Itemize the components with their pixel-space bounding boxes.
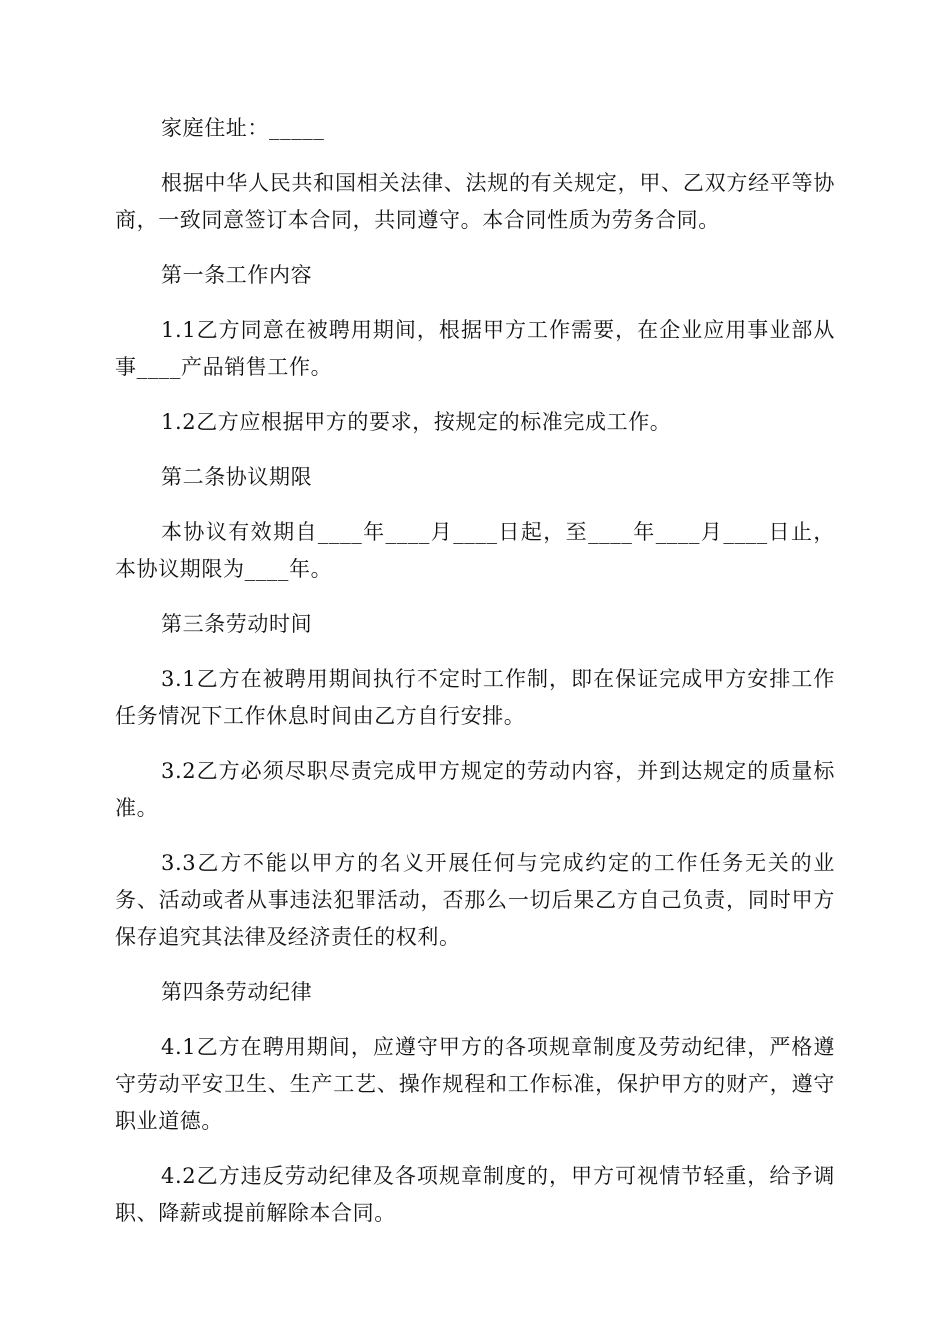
clause-3-3: 3.3乙方不能以甲方的名义开展任何与完成约定的工作任务无关的业务、活动或者从事违法犯罪活动，否那么一切后果乙方自己负责，同时甲方保存追究其法律及经济责任的权利。 xyxy=(115,851,835,949)
address-line: 家庭住址：_____ xyxy=(161,116,325,140)
article-3-heading: 第三条劳动时间 xyxy=(161,612,313,636)
clause-3-1: 3.1乙方在被聘用期间执行不定时工作制，即在保证完成甲方安排工作任务情况下工作休息时间由乙方自行安排。 xyxy=(115,667,835,728)
clause-3-2: 3.2乙方必须尽职尽责完成甲方规定的劳动内容，并到达规定的质量标准。 xyxy=(115,759,835,820)
clause-1-1: 1.1乙方同意在被聘用期间，根据甲方工作需要，在企业应用事业部从事____产品销售工作。 xyxy=(115,318,835,379)
agreement-term-paragraph: 本协议有效期自____年____月____日起，至____年____月____日止，本协议期限为____年。 xyxy=(115,520,835,581)
preamble-paragraph: 根据中华人民共和国相关法律、法规的有关规定，甲、乙双方经平等协商，一致同意签订本合同，共同遵守。本合同性质为劳务合同。 xyxy=(115,171,835,232)
clause-4-1: 4.1乙方在聘用期间，应遵守甲方的各项规章制度及劳动纪律，严格遵守劳动平安卫生、生产工艺、操作规程和工作标准，保护甲方的财产，遵守职业道德。 xyxy=(115,1035,835,1133)
clause-1-2: 1.2乙方应根据甲方的要求，按规定的标准完成工作。 xyxy=(161,410,672,434)
article-1-heading: 第一条工作内容 xyxy=(161,263,313,287)
article-2-heading: 第二条协议期限 xyxy=(161,465,313,489)
clause-4-2: 4.2乙方违反劳动纪律及各项规章制度的，甲方可视情节轻重，给予调职、降薪或提前解除本合同。 xyxy=(115,1164,835,1225)
article-4-heading: 第四条劳动纪律 xyxy=(161,980,313,1004)
document-body xyxy=(115,110,835,1250)
